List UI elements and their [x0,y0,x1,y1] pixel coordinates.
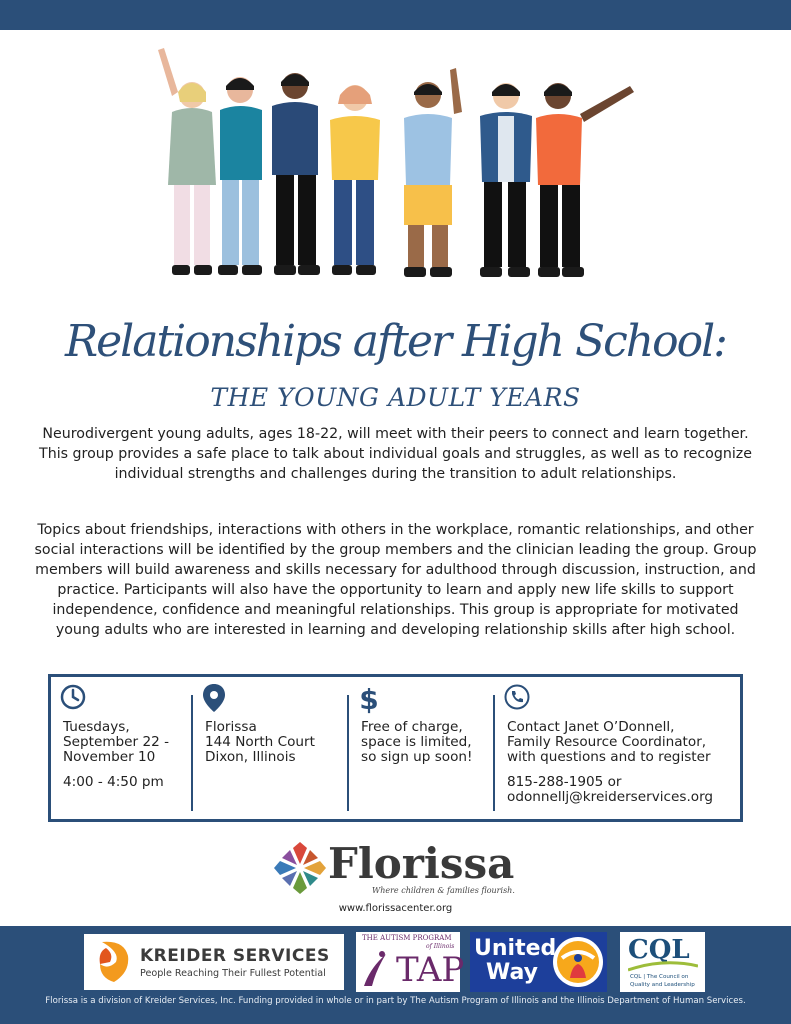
kreider-services-logo [84,934,344,990]
autism-program-logo [356,932,465,992]
event-info-box [48,674,743,822]
person-2 [218,77,262,275]
kreider-tagline: People Reaching Their Fullest Potential [140,968,326,979]
united-way-logo [470,932,607,992]
tap-line1: THE AUTISM PROGRAM [362,934,452,942]
cql-logo [620,932,705,992]
phone-icon [503,683,531,711]
topics-paragraph: Topics about friendships, interactions with others in the workplace, romantic relationships, and other social interactions will be identified by the group members and the clinician leading the group. Group members will build awareness and skills necessary for adulthood through discussion, instruction, and practice. Participants will also have the opportunity to learn and apply new life skills to support independence, confidence and meaningful relationships. This group is appropriate for motivated young adults who are interested in learning and developing relationship skills after high school. [34,522,757,638]
tap-abbr: TAP [396,950,465,990]
kreider-name: KREIDER SERVICES [140,946,330,966]
cql-abbr: CQL [628,935,690,965]
dollar-icon [357,683,381,715]
contact-email-link[interactable]: odonnellj@kreiderservices.org [507,789,714,805]
page-subtitle: THE YOUNG ADULT YEARS [210,383,581,412]
where-column [193,677,347,819]
flower-logo-icon [272,840,328,896]
contact-text: Contact Janet O’Donnell, Family Resource Coordinator, with questions and to register [507,719,711,765]
when-text: Tuesdays, September 22 - November 10 [63,719,169,765]
florissa-tagline: Where children & families flourish. [372,886,515,895]
cost-column [349,677,493,819]
person-5 [404,68,462,277]
cql-swoosh-icon [628,960,698,974]
person-1 [158,48,216,275]
group-of-friends-illustration [150,40,650,295]
cql-line2: Quality and Leadership [630,982,695,988]
location-pin-icon [201,683,227,713]
cql-line1: CQL | The Council on [630,974,689,980]
uw-line2: Way [486,960,538,985]
uw-line1: United [474,936,557,961]
svg-text:$: $ [359,683,379,715]
tap-line2: of Illinois [426,943,455,950]
intro-paragraph: Neurodivergent young adults, ages 18-22, will meet with their peers to connect and learn together. This group provides a safe place to talk about individual goals and struggles, as well as to recognize individual strengths and challenges during the transition to adult relationships. [39,426,752,482]
clock-icon [59,683,87,711]
person-4 [330,85,380,275]
florissa-logo [272,838,522,898]
page-title: Relationships after High School: [65,316,726,367]
kreider-mark-icon [94,938,134,986]
funding-footnote: Florissa is a division of Kreider Services, Inc. Funding provided in whole or in part by The Autism Program of Illinois and the Illinois Department of Human Services. [45,996,746,1006]
contact-phone: 815-288-1905 or [507,774,622,790]
when-column [51,677,191,819]
person-3 [272,73,320,275]
cost-text: Free of charge, space is limited, so sign up soon! [361,719,473,765]
contact-details [507,775,713,805]
where-text: Florissa 144 North Court Dixon, Illinois [205,719,315,765]
person-6 [480,83,532,277]
tap-figure-icon [360,948,390,988]
website-link[interactable]: www.florissacenter.org [338,903,453,914]
person-7 [536,83,634,277]
top-banner [0,0,791,30]
florissa-wordmark: Florissa [328,839,515,888]
contact-column [495,677,740,819]
when-time: 4:00 - 4:50 pm [63,774,164,790]
united-way-hand-icon [552,936,604,988]
